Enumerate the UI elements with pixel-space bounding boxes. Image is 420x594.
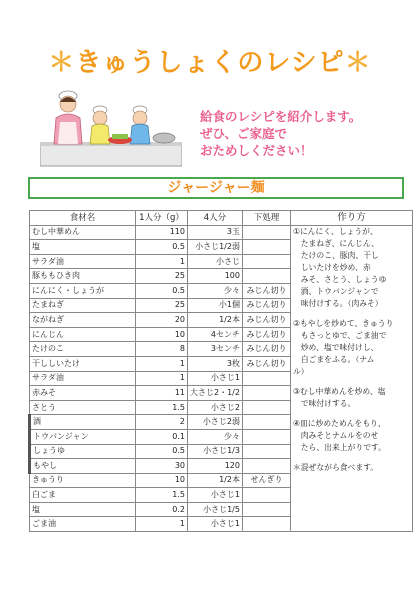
prep-note: [242, 415, 290, 430]
amount-grams: 1: [136, 254, 188, 269]
prep-note: [242, 240, 290, 255]
amount-four-people: 1/2本: [188, 473, 243, 488]
amount-grams: 25: [136, 269, 188, 284]
prep-note: みじん切り: [242, 356, 290, 371]
amount-grams: 8: [136, 342, 188, 357]
amount-four-people: 3枚: [188, 356, 243, 371]
prep-note: [242, 269, 290, 284]
prep-note: せんぎり: [242, 473, 290, 488]
amount-four-people: 3玉: [188, 225, 243, 240]
amount-four-people: 小さじ1: [188, 517, 243, 532]
cooking-family-illustration: [40, 82, 182, 168]
star-icon: ＊: [48, 48, 76, 78]
amount-grams: 0.5: [136, 444, 188, 459]
prep-note: [242, 386, 290, 401]
amount-four-people: 小1個: [188, 298, 243, 313]
amount-four-people: 小さじ2: [188, 400, 243, 415]
method-cell: [290, 225, 412, 531]
prep-note: [242, 517, 290, 532]
star-icon: ＊: [344, 48, 372, 78]
ingredient-name: もやし: [30, 459, 136, 474]
header-four-people: 4人分: [188, 211, 243, 226]
amount-four-people: 小さじ1: [188, 488, 243, 503]
amount-grams: 11: [136, 386, 188, 401]
amount-grams: 1.5: [136, 400, 188, 415]
ingredient-name: きゅうり: [30, 473, 136, 488]
prep-note: みじん切り: [242, 313, 290, 328]
header-method: 作り方: [290, 211, 412, 226]
dish-banner: [28, 177, 404, 199]
amount-grams: 10: [136, 327, 188, 342]
header-ingredient: 食材名: [30, 211, 136, 226]
amount-four-people: 小さじ1/5: [188, 502, 243, 517]
amount-four-people: 小さじ1: [188, 371, 243, 386]
ingredient-name: 豚ももひき肉: [30, 269, 136, 284]
ingredient-name: さとう: [30, 400, 136, 415]
ingredient-name: ごま油: [30, 517, 136, 532]
method-step: ＊混ぜながら食べます。: [292, 462, 379, 472]
amount-four-people: 少々: [188, 429, 243, 444]
header-prep: 下処理: [242, 211, 290, 226]
amount-grams: 110: [136, 225, 188, 240]
amount-grams: 30: [136, 459, 188, 474]
prep-note: みじん切り: [242, 283, 290, 298]
intro-line: 給食のレシピを紹介します。: [200, 109, 362, 124]
ingredient-name: トウバンジャン: [30, 429, 136, 444]
method-step: ②もやしを炒めて、きゅうり もさっとゆで、ごま油で 炒め、塩で味付けし、 白ごまをふる。（ナム ル）: [292, 318, 394, 376]
intro-text: [200, 108, 410, 159]
ingredient-name: ながねぎ: [30, 313, 136, 328]
amount-four-people: 小さじ1/3: [188, 444, 243, 459]
ingredient-name: たまねぎ: [30, 298, 136, 313]
prep-note: [242, 225, 290, 240]
prep-note: [242, 488, 290, 503]
amount-grams: 0.5: [136, 283, 188, 298]
amount-grams: 10: [136, 473, 188, 488]
amount-grams: 0.5: [136, 240, 188, 255]
prep-note: みじん切り: [242, 298, 290, 313]
ingredient-name: むし中華めん: [30, 225, 136, 240]
amount-four-people: 100: [188, 269, 243, 284]
amount-four-people: 小さじ1/2弱: [188, 240, 243, 255]
ingredient-name: サラダ油: [30, 254, 136, 269]
page-title: [0, 42, 420, 79]
method-step: ③むし中華めんを炒め、塩 で味付けする。: [292, 386, 386, 408]
amount-four-people: 少々: [188, 283, 243, 298]
amount-grams: 20: [136, 313, 188, 328]
method-step: ④皿に炒めためんをもり、 肉みそとナムルをのせ たら、出来上がりです。: [292, 418, 386, 452]
table-row: [30, 225, 413, 240]
header-per-person: 1人分（g）: [136, 211, 188, 226]
amount-grams: 1.5: [136, 488, 188, 503]
prep-note: [242, 254, 290, 269]
prep-note: [242, 459, 290, 474]
dish-name: ジャージャー麺: [167, 180, 265, 196]
ingredient-name: サラダ油: [30, 371, 136, 386]
prep-note: みじん切り: [242, 327, 290, 342]
ingredient-name: 干ししいたけ: [30, 356, 136, 371]
prep-note: [242, 429, 290, 444]
amount-four-people: 小さじ: [188, 254, 243, 269]
recipe-table: [28, 210, 413, 532]
amount-four-people: 4センチ: [188, 327, 243, 342]
amount-grams: 1: [136, 371, 188, 386]
intro-line: ぜひ、ご家庭で: [200, 126, 288, 141]
prep-note: [242, 400, 290, 415]
amount-grams: 2: [136, 415, 188, 430]
amount-grams: 1: [136, 517, 188, 532]
ingredient-name: 白ごま: [30, 488, 136, 503]
ingredient-name: にんにく・しょうが: [30, 283, 136, 298]
amount-four-people: 120: [188, 459, 243, 474]
prep-note: [242, 502, 290, 517]
ingredient-name: にんじん: [30, 327, 136, 342]
amount-four-people: 3センチ: [188, 342, 243, 357]
amount-grams: 0.1: [136, 429, 188, 444]
ingredient-name: 酒: [30, 415, 136, 430]
prep-note: みじん切り: [242, 342, 290, 357]
prep-note: [242, 371, 290, 386]
amount-four-people: 大さじ2・1/2: [188, 386, 243, 401]
amount-grams: 1: [136, 356, 188, 371]
ingredient-name: 塩: [30, 240, 136, 255]
ingredient-name: しょうゆ: [30, 444, 136, 459]
amount-grams: 0.2: [136, 502, 188, 517]
ingredient-name: たけのこ: [30, 342, 136, 357]
amount-grams: 25: [136, 298, 188, 313]
intro-line: おためしください！: [200, 143, 313, 158]
amount-four-people: 小さじ2弱: [188, 415, 243, 430]
ingredient-name: 塩: [30, 502, 136, 517]
prep-note: [242, 444, 290, 459]
method-step: ①にんにく、しょうが、 たまねぎ、にんじん、 たけのこ、豚肉、干し しいたけを炒め、赤 みそ、さとう、しょうゆ 酒、トウバンジャンで 味付けする。（肉みそ）: [292, 226, 387, 308]
amount-four-people: 1/2本: [188, 313, 243, 328]
page-title-text: きゅうしょくのレシピ: [75, 48, 345, 78]
ingredient-name: 赤みそ: [30, 386, 136, 401]
